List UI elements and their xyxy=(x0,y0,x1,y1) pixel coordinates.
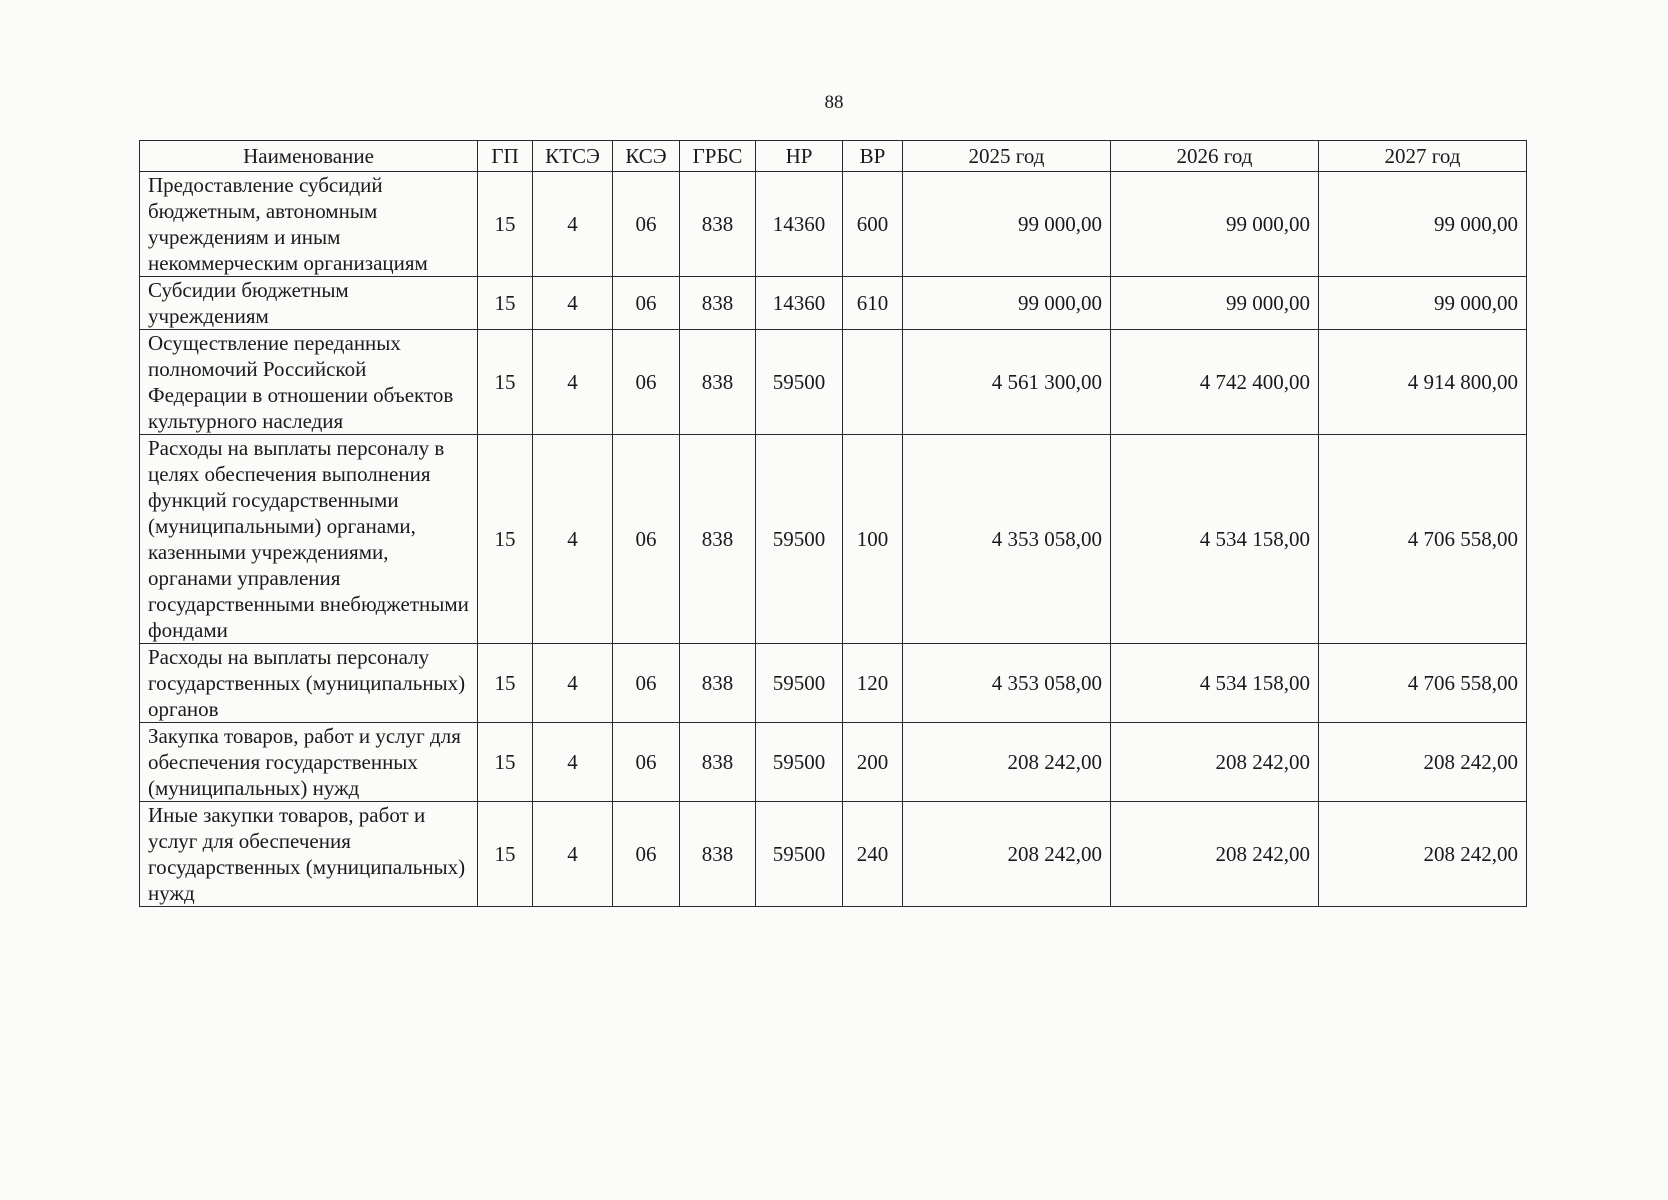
cell-kse: 06 xyxy=(613,330,680,435)
cell-gp: 15 xyxy=(478,723,533,802)
row-name: Закупка товаров, работ и услуг для обеспечения государственных (муниципальных) нужд xyxy=(140,723,478,802)
cell-nr: 14360 xyxy=(756,277,843,330)
table-row xyxy=(140,435,1527,644)
cell-2025: 99 000,00 xyxy=(903,277,1111,330)
cell-2027: 99 000,00 xyxy=(1319,277,1527,330)
cell-2025: 208 242,00 xyxy=(903,802,1111,907)
cell-ktse: 4 xyxy=(533,644,613,723)
cell-2027: 208 242,00 xyxy=(1319,723,1527,802)
cell-2025: 208 242,00 xyxy=(903,723,1111,802)
row-name: Субсидии бюджетным учреждениям xyxy=(140,277,478,330)
cell-ktse: 4 xyxy=(533,723,613,802)
cell-gp: 15 xyxy=(478,435,533,644)
cell-nr: 59500 xyxy=(756,435,843,644)
cell-2026: 99 000,00 xyxy=(1111,172,1319,277)
cell-vr: 100 xyxy=(843,435,903,644)
cell-ktse: 4 xyxy=(533,435,613,644)
cell-kse: 06 xyxy=(613,435,680,644)
cell-kse: 06 xyxy=(613,723,680,802)
cell-vr xyxy=(843,330,903,435)
cell-nr: 59500 xyxy=(756,330,843,435)
cell-ktse: 4 xyxy=(533,277,613,330)
cell-2026: 4 534 158,00 xyxy=(1111,644,1319,723)
table-row xyxy=(140,644,1527,723)
cell-vr: 610 xyxy=(843,277,903,330)
cell-grbs: 838 xyxy=(680,644,756,723)
cell-nr: 59500 xyxy=(756,644,843,723)
cell-grbs: 838 xyxy=(680,723,756,802)
cell-2027: 4 914 800,00 xyxy=(1319,330,1527,435)
cell-2025: 4 353 058,00 xyxy=(903,644,1111,723)
table-row xyxy=(140,172,1527,277)
cell-2027: 99 000,00 xyxy=(1319,172,1527,277)
table-row xyxy=(140,802,1527,907)
cell-grbs: 838 xyxy=(680,172,756,277)
cell-2027: 4 706 558,00 xyxy=(1319,644,1527,723)
cell-gp: 15 xyxy=(478,277,533,330)
table-row xyxy=(140,723,1527,802)
table-row xyxy=(140,277,1527,330)
header-vr: ВР xyxy=(843,141,903,172)
cell-2026: 208 242,00 xyxy=(1111,723,1319,802)
cell-ktse: 4 xyxy=(533,172,613,277)
header-2025: 2025 год xyxy=(903,141,1111,172)
cell-2025: 99 000,00 xyxy=(903,172,1111,277)
cell-2026: 4 742 400,00 xyxy=(1111,330,1319,435)
cell-kse: 06 xyxy=(613,802,680,907)
cell-gp: 15 xyxy=(478,330,533,435)
cell-vr: 240 xyxy=(843,802,903,907)
cell-2027: 208 242,00 xyxy=(1319,802,1527,907)
header-gp: ГП xyxy=(478,141,533,172)
header-nr: НР xyxy=(756,141,843,172)
cell-2027: 4 706 558,00 xyxy=(1319,435,1527,644)
cell-gp: 15 xyxy=(478,644,533,723)
header-2026: 2026 год xyxy=(1111,141,1319,172)
header-grbs: ГРБС xyxy=(680,141,756,172)
cell-grbs: 838 xyxy=(680,330,756,435)
header-2027: 2027 год xyxy=(1319,141,1527,172)
cell-vr: 120 xyxy=(843,644,903,723)
cell-2026: 4 534 158,00 xyxy=(1111,435,1319,644)
cell-nr: 59500 xyxy=(756,802,843,907)
row-name: Предоставление субсидий бюджетным, автономным учреждениям и иным некоммерческим организациям xyxy=(140,172,478,277)
cell-gp: 15 xyxy=(478,172,533,277)
cell-grbs: 838 xyxy=(680,435,756,644)
header-ktse: КТСЭ xyxy=(533,141,613,172)
row-name: Иные закупки товаров, работ и услуг для обеспечения государственных (муниципальных) нужд xyxy=(140,802,478,907)
cell-ktse: 4 xyxy=(533,802,613,907)
header-name: Наименование xyxy=(140,141,478,172)
cell-gp: 15 xyxy=(478,802,533,907)
header-kse: КСЭ xyxy=(613,141,680,172)
cell-grbs: 838 xyxy=(680,802,756,907)
cell-nr: 59500 xyxy=(756,723,843,802)
cell-2026: 208 242,00 xyxy=(1111,802,1319,907)
row-name: Расходы на выплаты персоналу государственных (муниципальных) органов xyxy=(140,644,478,723)
cell-kse: 06 xyxy=(613,644,680,723)
table-header-row xyxy=(140,141,1527,172)
cell-2025: 4 561 300,00 xyxy=(903,330,1111,435)
cell-nr: 14360 xyxy=(756,172,843,277)
cell-grbs: 838 xyxy=(680,277,756,330)
cell-vr: 200 xyxy=(843,723,903,802)
cell-kse: 06 xyxy=(613,172,680,277)
cell-vr: 600 xyxy=(843,172,903,277)
cell-2026: 99 000,00 xyxy=(1111,277,1319,330)
row-name: Расходы на выплаты персоналу в целях обеспечения выполнения функций государственными (муниципальными) органами, казенными учреждениями, органами управления государственными внебюджетными фондами xyxy=(140,435,478,644)
budget-table xyxy=(139,140,1527,907)
page-number: 88 xyxy=(824,92,844,113)
row-name: Осуществление переданных полномочий Российской Федерации в отношении объектов культурного наследия xyxy=(140,330,478,435)
cell-ktse: 4 xyxy=(533,330,613,435)
cell-kse: 06 xyxy=(613,277,680,330)
cell-2025: 4 353 058,00 xyxy=(903,435,1111,644)
table-row xyxy=(140,330,1527,435)
